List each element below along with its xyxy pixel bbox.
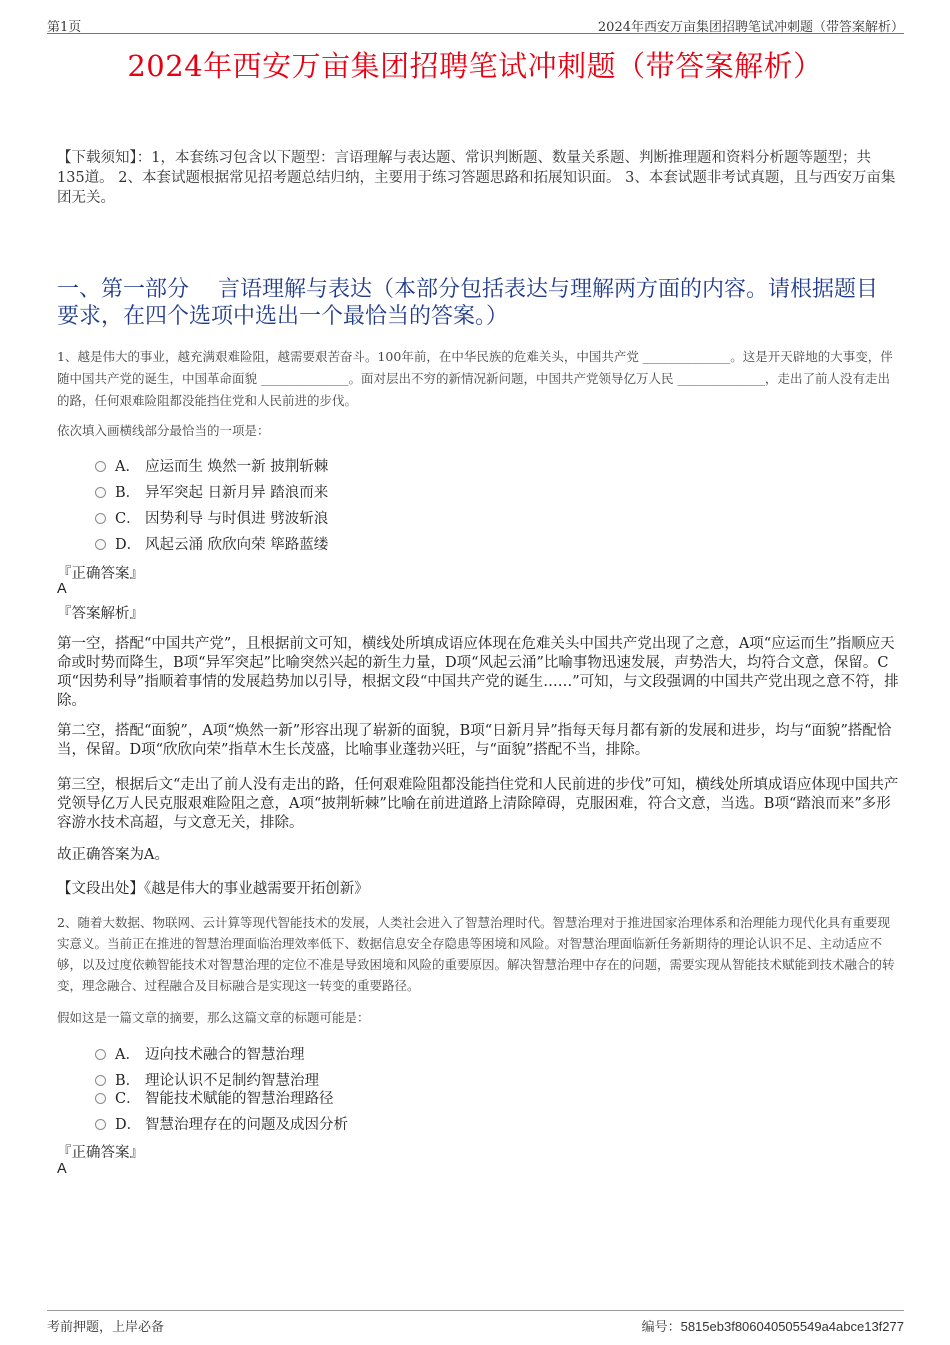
question-1-option-d[interactable]: D． 风起云涌 欣欣向荣 筚路蓝缕	[95, 533, 328, 554]
page-footer	[47, 1310, 904, 1336]
radio-icon[interactable]	[95, 1049, 106, 1060]
question-1-option-b[interactable]: B． 异军突起 日新月异 踏浪而来	[95, 481, 328, 502]
question-1-source: 【文段出处】《越是伟大的事业越需要开拓创新》	[57, 881, 369, 897]
question-1-option-a[interactable]: A． 应运而生 焕然一新 披荆斩棘	[95, 455, 328, 476]
page-number: 第1页	[47, 20, 82, 35]
footer-code: 编号：5815eb3f806040505549a4abce13f277	[641, 1319, 904, 1335]
question-2-option-a[interactable]: A． 迈向技术融合的智慧治理	[95, 1043, 305, 1064]
question-2-prompt: 假如这是一篇文章的摘要，那么这篇文章的标题可能是：	[57, 1010, 370, 1025]
page-header	[47, 14, 904, 34]
question-1-answer: A	[57, 581, 67, 597]
section-heading: 一、第一部分 言语理解与表达（本部分包括表达与理解两方面的内容。请根据题目要求，在四个选项中选出一个最恰当的答案。）	[57, 277, 878, 329]
question-1-analysis-label: 『答案解析』	[57, 606, 144, 622]
analysis-paragraph-2: 第二空，搭配“面貌”，A项“焕然一新”形容出现了崭新的面貌，B项“日新月异”指每天每月都有新的发展和进步，均与“面貌”搭配恰当，保留。D项“欣欣向荣”指草木生长茂盛，比喻事业蓬勃兴旺，与“面貌”搭配不当，排除。	[57, 723, 892, 758]
question-2-answer-label: 『正确答案』	[57, 1145, 144, 1161]
question-2-answer: A	[57, 1161, 67, 1177]
radio-icon[interactable]	[95, 1093, 106, 1104]
radio-icon[interactable]	[95, 539, 106, 550]
download-notice: 【下载须知】：1，本套练习包含以下题型：言语理解与表达题、常识判断题、数量关系题、判断推理题和资料分析题等题型；共135道。 2、本套试题根据常见招考题总结归纳，主要用于练习答题思路和拓展知识面。 3、本套试题非考试真题，且与西安万亩集团无关。	[57, 150, 896, 206]
radio-icon[interactable]	[95, 1075, 106, 1086]
footer-slogan: 考前押题，上岸必备	[47, 1320, 165, 1335]
question-1-option-c[interactable]: C． 因势利导 与时俱进 劈波斩浪	[95, 507, 328, 528]
question-1-prompt: 依次填入画横线部分最恰当的一项是：	[57, 423, 270, 438]
radio-icon[interactable]	[95, 487, 106, 498]
analysis-conclusion: 故正确答案为A。	[57, 847, 169, 863]
header-doc-title: 2024年西安万亩集团招聘笔试冲刺题（带答案解析）	[597, 20, 904, 35]
question-1-stem: 1、越是伟大的事业，越充满艰难险阻，越需要艰苦奋斗。100年前，在中华民族的危难关头，中国共产党 ______________。这是开天辟地的大事变，伴随中国共产党的诞生，中国革命面貌 ______________。面对层出不穷的新情况新问题，中国共产党领导亿万人民 ______________，走出了前人没有走出的路，任何艰难险阻都没能挡住党和人民前进的步伐。	[57, 349, 893, 408]
radio-icon[interactable]	[95, 1119, 106, 1130]
question-2-stem: 2、随着大数据、物联网、云计算等现代智能技术的发展，人类社会进入了智慧治理时代。智慧治理对于推进国家治理体系和治理能力现代化具有重要现实意义。当前正在推进的智慧治理面临治理效率低下、数据信息安全存隐患等困境和风险。对智慧治理面临新任务新期待的理论认识不足、主动适应不够，以及过度依赖智能技术对智慧治理的定位不准是导致困境和风险的重要原因。解决智慧治理中存在的问题，需要实现从智能技术赋能到技术融合的转变，理念融合、过程融合及目标融合是实现这一转变的重要路径。	[57, 915, 895, 993]
question-1-answer-label: 『正确答案』	[57, 566, 144, 582]
analysis-paragraph-1: 第一空，搭配“中国共产党”，且根据前文可知，横线处所填成语应体现在危难关头中国共产党出现了之意，A项“应运而生”指顺应天命或时势而降生，B项“异军突起”比喻突然兴起的新生力量，D项“风起云涌”比喻事物迅速发展，声势浩大，均符合文意，保留。C项“因势利导”指顺着事情的发展趋势加以引导，根据文段“中国共产党的诞生……”可知，与文段强调的中国共产党出现之意不符，排除。	[57, 636, 899, 709]
question-2-option-c[interactable]: C． 智能技术赋能的智慧治理路径	[95, 1087, 334, 1108]
question-2-option-d[interactable]: D． 智慧治理存在的问题及成因分析	[95, 1113, 348, 1134]
document-title: 2024年西安万亩集团招聘笔试冲刺题（带答案解析）	[127, 49, 823, 83]
radio-icon[interactable]	[95, 461, 106, 472]
analysis-paragraph-3: 第三空，根据后文“走出了前人没有走出的路，任何艰难险阻都没能挡住党和人民前进的步伐”可知，横线处所填成语应体现中国共产党领导亿万人民克服艰难险阻之意，A项“披荆斩棘”比喻在前进道路上清除障碍，克服困难，符合文意，当选。B项“踏浪而来”多形容游水技术高超，与文意无关，排除。	[57, 777, 899, 831]
question-2-option-b[interactable]: B． 理论认识不足制约智慧治理	[95, 1069, 319, 1090]
radio-icon[interactable]	[95, 513, 106, 524]
